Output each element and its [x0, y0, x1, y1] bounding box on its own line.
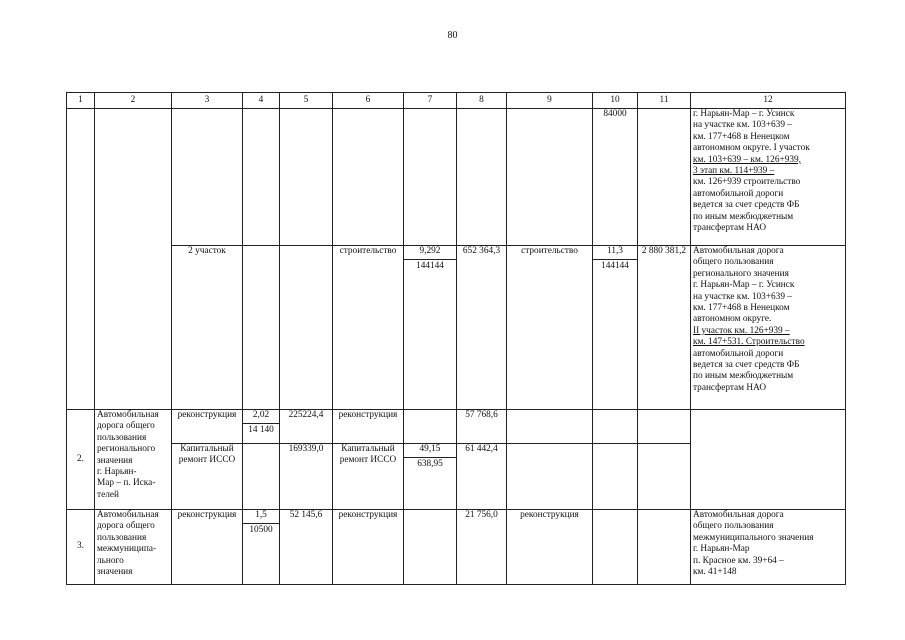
table-row	[67, 246, 846, 410]
header-cell: 8	[457, 93, 507, 109]
data-table	[66, 92, 846, 585]
cell-road-name: Автомобильная дорога общего пользования межмуниципа- льного значения	[95, 510, 172, 585]
table-row	[67, 109, 846, 246]
cell-description: Автомобильная дорога общего пользования регионального значения г. Нарьян-Мар – г. Усинск на участке км. 103+639 – км. 177+468 в Ненецком автономном округе. II участок км. 126+939 – км. 147+531. Строительство автомобильной дороги ведется за счет средств ФБ по иным межбюджетным трансфертам НАО	[691, 246, 846, 410]
header-row	[67, 93, 846, 109]
page-number: 80	[447, 30, 458, 41]
cell-work-type: реконструкция	[333, 410, 404, 444]
cell-work-type: строительство	[507, 246, 593, 410]
cell-cost: 57 768,6	[457, 410, 507, 444]
cell-work-type: реконструкция	[172, 510, 243, 585]
row-number: 3.	[67, 510, 95, 585]
cell-length-area: 1,5 10500	[243, 510, 280, 585]
header-cell: 5	[280, 93, 333, 109]
header-cell: 12	[691, 93, 846, 109]
cell-length-area: 9,292 144144	[404, 246, 457, 410]
row-number: 2.	[67, 410, 95, 510]
cell-length-area: 49,15 638,95	[404, 444, 457, 510]
header-cell: 3	[172, 93, 243, 109]
cell-description: Автомобильная дорога общего пользования межмуниципального значения г. Нарьян-Мар п. Красное км. 39+64 – км. 41+148	[691, 510, 846, 585]
header-cell: 7	[404, 93, 457, 109]
cell-section: 2 участок	[172, 246, 243, 410]
cell-work-type: реконструкция	[333, 510, 404, 585]
cell-cost: 2 880 381,2	[638, 246, 691, 410]
cell-work-type: Капитальный ремонт ИССО	[172, 444, 243, 510]
header-cell: 11	[638, 93, 691, 109]
cell-cost: 169339,0	[280, 444, 333, 510]
cell-work-type: реконструкция	[507, 510, 593, 585]
header-cell: 4	[243, 93, 280, 109]
cell-cost: 225224,4	[280, 410, 333, 444]
header-cell: 6	[333, 93, 404, 109]
cell-cost: 52 145,6	[280, 510, 333, 585]
cell-length-area: 2,02 14 140	[243, 410, 280, 444]
cell-description: г. Нарьян-Мар – г. Усинск на участке км. 103+639 – км. 177+468 в Ненецком автономном округе. I участок км. 103+639 – км. 126+939, 3 этап км. 114+939 – км. 126+939 строительство автомобильной дороги ведется за счет средств ФБ по иным межбюджетным трансфертам НАО	[691, 109, 846, 246]
table-row	[67, 410, 846, 444]
cell-cost: 61 442,4	[457, 444, 507, 510]
header-cell: 1	[67, 93, 95, 109]
cell-work-type: реконструкция	[172, 410, 243, 444]
cell-work-type: Капитальный ремонт ИССО	[333, 444, 404, 510]
cell-road-name: Автомобильная дорога общего пользования регионального значения г. Нарьян- Мар – п. Иска- телей	[95, 410, 172, 510]
cell-work-type: строительство	[333, 246, 404, 410]
header-cell: 10	[593, 93, 638, 109]
header-cell: 2	[95, 93, 172, 109]
table-row	[67, 510, 846, 585]
cell-length: 84000	[593, 109, 638, 246]
cell-cost: 652 364,3	[457, 246, 507, 410]
cell-length-area: 11,3 144144	[593, 246, 638, 410]
header-cell: 9	[507, 93, 593, 109]
cell-cost: 21 756,0	[457, 510, 507, 585]
